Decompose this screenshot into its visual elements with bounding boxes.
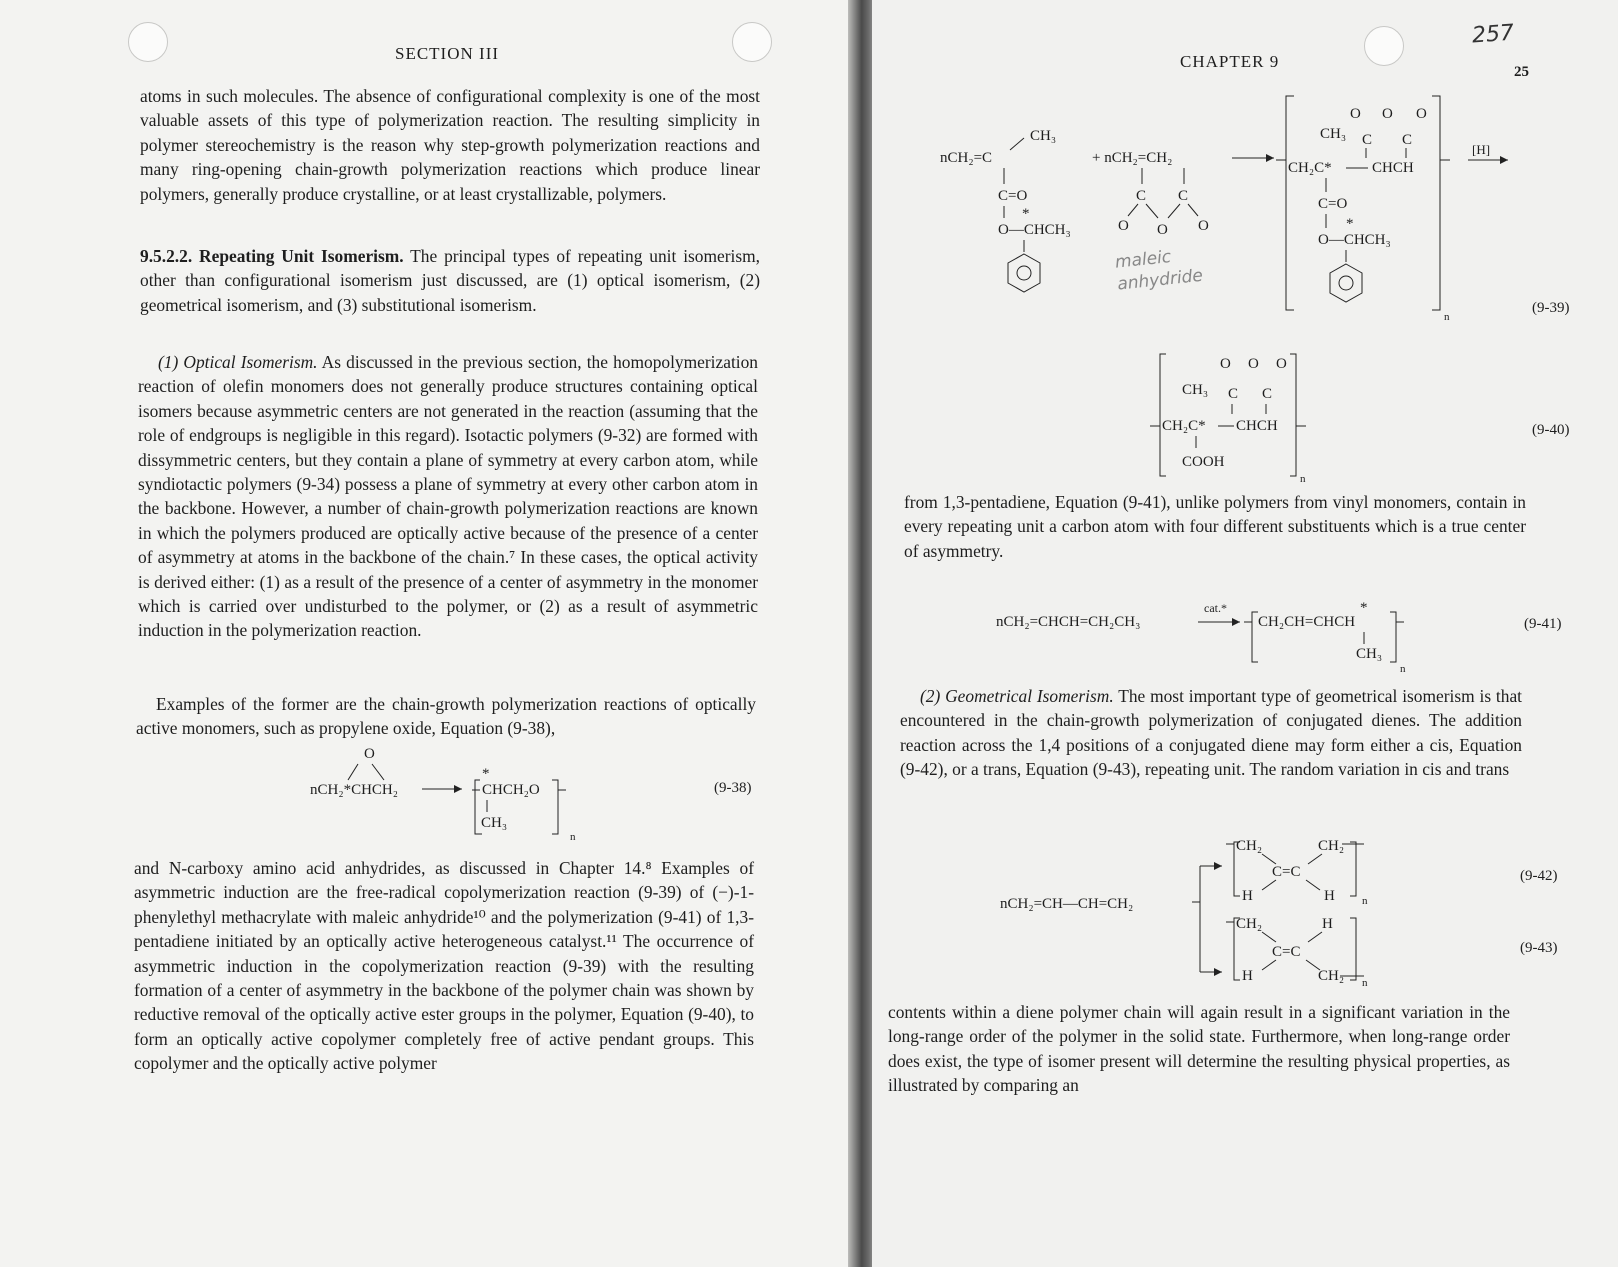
- eq-ring-oxygen: O: [1198, 218, 1209, 234]
- punch-hole: [732, 22, 772, 62]
- subsection-text: The most important type of geometrical isomerism is that encountered in the chain-growth polymerization of conjugated dienes. The addition reaction across the 1,4 positions of a conjugated diene may form either a cis, Equation (9-42), or a trans, Equation (9-43), repeating unit. The random variation in cis and trans: [900, 686, 1522, 780]
- eq-ring-oxygen: O: [1416, 106, 1427, 122]
- eq-comonomer: + nCH₂=CH₂: [1092, 150, 1173, 166]
- eq-backbone: CH₂C*: [1162, 418, 1206, 434]
- eq-subscript: n: [1300, 473, 1306, 485]
- paragraph: Examples of the former are the chain-growth polymerization reactions of optically active monomers, such as propylene oxide, Equation (9-38),: [136, 694, 756, 739]
- eq-unit: CH₂CH=CHCH: [1258, 614, 1356, 630]
- equation-number: (9-41): [1524, 616, 1562, 632]
- equation-number: (9-38): [714, 780, 752, 796]
- eq-reagent: [H]: [1472, 142, 1491, 157]
- section-heading: 9.5.2.2. Repeating Unit Isomerism.: [140, 246, 404, 266]
- punch-hole: [1364, 26, 1404, 66]
- equation-9-40: [1140, 350, 1340, 485]
- paragraph: and N-carboxy amino acid anhydrides, as discussed in Chapter 14.⁸ Examples of asymmetric induction are the free-radical copolymerization reaction (9-39) of (−)-1-phenylethyl methacrylate with maleic anhydride¹⁰ and the polymerization (9-41) of 1,3-pentadiene initiated by an optically active heterogeneous catalyst.¹¹ The occurrence of asymmetric induction in the copolymerization reaction (9-39) with the resulting formation of a center of asymmetry in the backbone of the polymer chain was shown by reductive removal of the optically active ester groups in the polymer, Equation (9-40), to form an optically active copolymer completely free of active pendant groups. This copolymer and the optically active polymer: [134, 858, 754, 1074]
- eq-backbone: CHCH: [1236, 418, 1278, 434]
- eq-ch3: CH₃: [1182, 382, 1209, 398]
- eq-hydrogen: H: [1242, 968, 1253, 984]
- eq-hydrogen: H: [1242, 888, 1253, 904]
- eq-ester: O—CHCH₃: [998, 222, 1071, 238]
- eq-ring-carbon: C: [1178, 188, 1189, 204]
- eq-ring-oxygen: O: [1382, 106, 1393, 122]
- right-page: [872, 0, 1618, 1267]
- equation-number: (9-40): [1532, 422, 1570, 438]
- eq-ring-carbon: C: [1362, 132, 1373, 148]
- eq-monomer: nCH₂=CHCH=CH₂CH₃: [996, 614, 1141, 630]
- eq-subscript: n: [1444, 311, 1450, 323]
- eq-catalyst: cat.*: [1204, 601, 1227, 615]
- punch-hole: [128, 22, 168, 62]
- eq-carboxyl: COOH: [1182, 454, 1225, 470]
- eq-hydrogen: H: [1324, 888, 1335, 904]
- running-head: SECTION III: [395, 44, 500, 63]
- handwritten-page-number: 257: [1471, 20, 1515, 49]
- equation-number: (9-39): [1532, 300, 1570, 316]
- eq-ring-carbon: C: [1402, 132, 1413, 148]
- eq-ring-oxygen: O: [1276, 356, 1287, 372]
- paragraph: [138, 350, 758, 643]
- eq-backbone: CH₂C*: [1288, 160, 1332, 176]
- eq-star: *: [1346, 216, 1354, 232]
- eq-ch3: CH₃: [481, 815, 508, 831]
- eq-ring-oxygen: O: [1157, 222, 1168, 238]
- page-number: 25: [1514, 64, 1529, 80]
- eq-monomer: nCH₂=C: [940, 150, 993, 166]
- eq-carbonyl: C=O: [998, 188, 1028, 204]
- eq-ring-carbon: C: [1136, 188, 1147, 204]
- eq-star: *: [1360, 600, 1368, 616]
- eq-star: *: [482, 766, 490, 782]
- eq-subscript: n: [570, 831, 576, 843]
- eq-ch3: CH₃: [1030, 128, 1057, 144]
- subsection-lead: (1) Optical Isomerism.: [158, 352, 318, 372]
- eq-unit: CHCH₂O: [482, 782, 540, 798]
- eq-carbonyl: C=O: [1318, 196, 1348, 212]
- eq-ring-oxygen: O: [1248, 356, 1259, 372]
- eq-hydrogen: H: [1322, 916, 1333, 932]
- paragraph: [900, 684, 1522, 782]
- equation-9-38: [300, 742, 630, 842]
- eq-ch3: CH₃: [1356, 646, 1383, 662]
- handwritten-annotation: maleic anhydride: [1114, 246, 1204, 295]
- eq-double-bond: C=C: [1272, 944, 1301, 960]
- eq-subscript: n: [1400, 663, 1406, 675]
- section-text: The principal types of repeating unit isomerism, other than configurational isomerism just discussed, are (1) optical isomerism, (2) geometrical isomerism, and (3) substitutional isomerism.: [140, 246, 760, 315]
- eq-ester: O—CHCH₃: [1318, 232, 1391, 248]
- eq-subscript: n: [1362, 895, 1368, 907]
- eq-ring-carbon: C: [1262, 386, 1273, 402]
- eq-subscript: n: [1362, 977, 1368, 989]
- paragraph: [140, 244, 760, 317]
- eq-double-bond: C=C: [1272, 864, 1301, 880]
- eq-backbone: CHCH: [1372, 160, 1414, 176]
- eq-ring-oxygen: O: [1118, 218, 1129, 234]
- equation-number: (9-43): [1520, 940, 1558, 956]
- equation-9-41: [996, 592, 1436, 682]
- equation-9-42-9-43: [1000, 838, 1420, 1018]
- paragraph: atoms in such molecules. The absence of configurational complexity is one of the most valuable assets of this type of polymerization reaction. The resulting simplicity in polymer stereochemistry is the reason why step-growth polymerization reactions and many ring-opening chain-growth polymerization reactions which produce linear polymers, generally produce crystalline, or at least crystallizable, polymers.: [140, 86, 760, 204]
- eq-monomer: nCH₂=CH—CH=CH₂: [1000, 896, 1134, 912]
- subsection-text: As discussed in the previous section, the homopolymerization reaction of olefin monomers does not generally produce structures containing optical isomers because asymmetric centers are not generated in the reaction (assuming that the role of endgroups is negligible in this regard). Isotactic polymers (9-32) are formed with dissymmetric centers, but they contain a plane of symmetry at every carbon atom, while syndiotactic polymers (9-34) possess a plane of symmetry at every other carbon atom in the backbone. However, a number of chain-growth polymerization reactions are known in which the polymers produced are optically active because of the presence of a center of asymmetry at atoms in the backbone of the chain.⁷ In these cases, the optical activity is derived either: (1) as a result of the presence of a center of asymmetry in the monomer which is carried over undisturbed to the polymer, or (2) as a result of asymmetric induction in the polymerization reaction.: [138, 352, 758, 641]
- eq-ch2: CH₂: [1236, 838, 1263, 854]
- paragraph: from 1,3-pentadiene, Equation (9-41), unlike polymers from vinyl monomers, contain in every repeating unit a carbon atom with four different substituents which is a true center of asymmetry.: [904, 492, 1526, 561]
- eq-monomer: nCH₂*CHCH₂: [310, 782, 398, 798]
- eq-ring-carbon: C: [1228, 386, 1239, 402]
- paragraph: contents within a diene polymer chain will again result in a significant variation in the long-range order of the polymer in the solid state. Furthermore, when long-range order does exist, the type of isomer present will determine the resulting physical properties, as illustrated by comparing an: [888, 1002, 1510, 1096]
- eq-ch2: CH₂: [1236, 916, 1263, 932]
- eq-ring-oxygen: O: [1350, 106, 1361, 122]
- equation-9-39: [932, 88, 1552, 328]
- running-head: CHAPTER 9: [1180, 52, 1280, 71]
- equation-number: (9-42): [1520, 868, 1558, 884]
- eq-star: *: [1022, 206, 1030, 222]
- eq-ring-oxygen: O: [1220, 356, 1231, 372]
- eq-ch3: CH₃: [1320, 126, 1347, 142]
- eq-ch2: CH₂: [1318, 968, 1345, 984]
- eq-ch2: CH₂: [1318, 838, 1345, 854]
- subsection-lead: (2) Geometrical Isomerism.: [920, 686, 1114, 706]
- eq-atom: O: [364, 746, 375, 762]
